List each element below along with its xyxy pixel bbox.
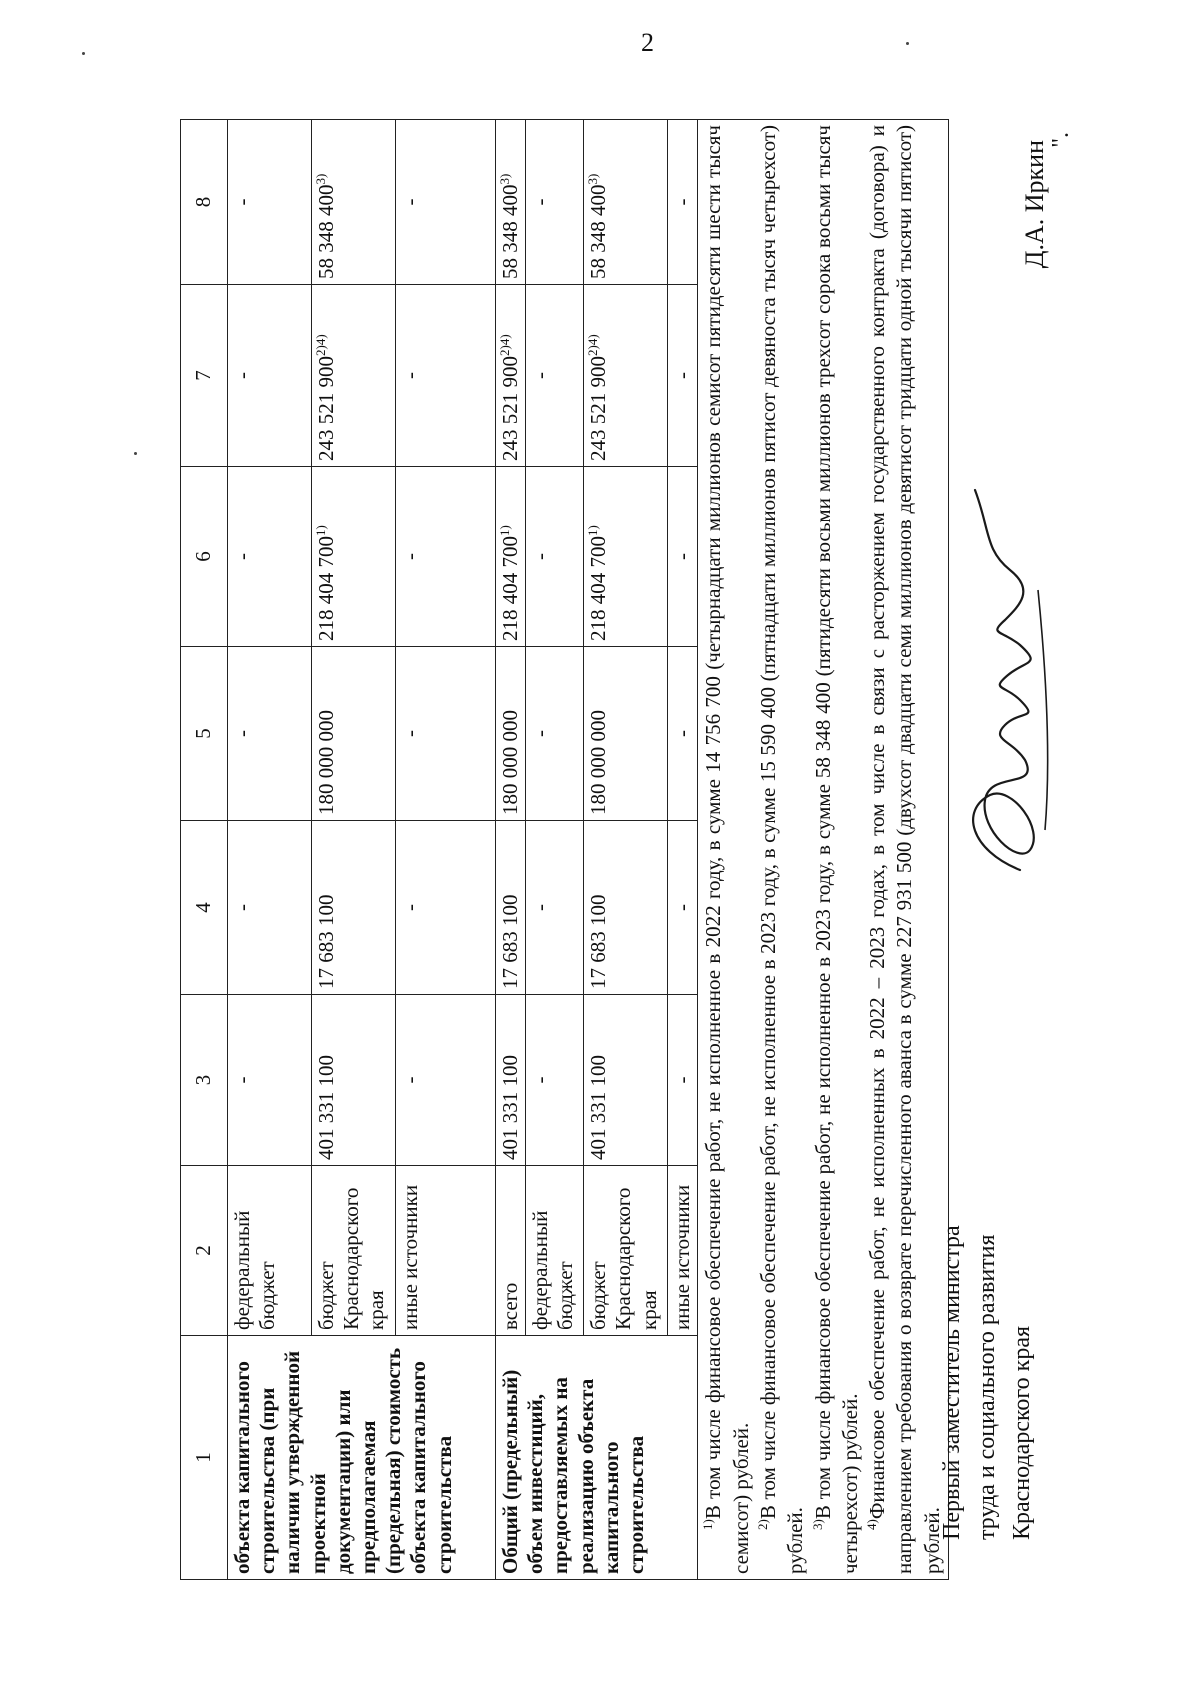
value-cell: 401 331 100 xyxy=(584,995,668,1166)
value-cell: 58 348 400$^{3)}$ xyxy=(584,120,668,285)
value-cell: - xyxy=(668,647,698,821)
signer-name: Д.А. Иркин xyxy=(1020,140,1049,269)
value-cell: - xyxy=(526,647,584,821)
value-cell: 243 521 $900^{2)4)}$ xyxy=(496,285,526,467)
value-cell: - xyxy=(526,285,584,467)
value-cell: - xyxy=(228,467,312,647)
footnote: $^{4)}$Финансовое обеспечение работ, не исполненных в 2022 – 2023 годах, в том числе в связи с расторжением государственного контракта (договора) и направлением требования о возврате перечисленного аванса в сумме 227 931 500 (двухсот двадцати семи миллионов девятисот тридцати одной тысячи пятисот) рублей. xyxy=(864,125,944,1574)
signatory-position xyxy=(935,1225,1039,1540)
column-header: 5 xyxy=(181,647,228,821)
value-cell: - xyxy=(526,821,584,995)
value-cell: - xyxy=(396,467,496,647)
footnote: $^{3)}$В том числе финансовое обеспечение работ, не исполненное в 2023 году, в сумме 58 348 400 (пятидесяти восьми миллионов трехсот сорока восьми тысяч четырехсот) рублей. xyxy=(809,125,862,1574)
source-cell: всего xyxy=(496,1166,526,1336)
value-cell: 58 348 400$^{3)}$ xyxy=(496,120,526,285)
value-cell: - xyxy=(396,285,496,467)
page-number: 2 xyxy=(641,28,654,57)
column-header: 1 xyxy=(181,1336,228,1580)
column-header: 7 xyxy=(181,285,228,467)
value-cell: 180 000 000 xyxy=(496,647,526,821)
scan-speck xyxy=(82,52,85,55)
value-cell: - xyxy=(396,995,496,1166)
source-cell: иные источники xyxy=(396,1166,496,1336)
footnotes-cell xyxy=(698,120,949,1580)
source-cell: бюджет Краснодарского края xyxy=(312,1166,396,1336)
row-group-name: объекта капитального строительства (при наличии утвержденной проектной документации) или предполагаемая (предельная) стоимость объекта капитального строительства xyxy=(228,1336,496,1580)
value-cell: - xyxy=(526,467,584,647)
value-cell: 218 404 700$^{1)}$ xyxy=(312,467,396,647)
value-cell: - xyxy=(228,995,312,1166)
closing-quote: ". xyxy=(1048,132,1074,148)
value-cell: - xyxy=(526,995,584,1166)
value-cell: 218 404 700$^{1)}$ xyxy=(584,467,668,647)
value-cell: 180 000 000 xyxy=(312,647,396,821)
value-cell: - xyxy=(526,120,584,285)
value-cell: - xyxy=(228,120,312,285)
rotated-landscape-content xyxy=(180,120,1074,1580)
value-cell: 401 331 100 xyxy=(312,995,396,1166)
value-cell: - xyxy=(396,821,496,995)
value-cell: 243 521 $900^{2)4)}$ xyxy=(584,285,668,467)
value-cell: - xyxy=(668,467,698,647)
value-cell: 401 331 100 xyxy=(496,995,526,1166)
value-cell: - xyxy=(228,821,312,995)
value-cell: 17 683 100 xyxy=(496,821,526,995)
value-cell: - xyxy=(228,285,312,467)
footnotes-row xyxy=(698,120,949,1580)
column-header: 6 xyxy=(181,467,228,647)
value-cell: - xyxy=(228,647,312,821)
source-cell: бюджет Краснодарского края xyxy=(584,1166,668,1336)
column-header: 3 xyxy=(181,995,228,1166)
scan-speck xyxy=(906,42,909,45)
scan-speck xyxy=(134,452,137,455)
table-row xyxy=(496,120,526,1580)
header-row xyxy=(181,120,228,1580)
value-cell: - xyxy=(668,995,698,1166)
position-line: Краснодарского края xyxy=(1008,1325,1035,1540)
table-row xyxy=(228,120,312,1580)
position-line: Первый заместитель министра xyxy=(939,1225,965,1540)
row-group-name: Общий (предельный) объем инвестиций, предоставляемых на реализацию объекта капитального строительства xyxy=(496,1336,698,1580)
footnote: $^{2)}$В том числе финансовое обеспечение работ, не исполненное в 2023 году, в сумме 15 590 400 (пятнадцати миллионов пятисот девяноста тысяч четырехсот) рублей. xyxy=(754,125,808,1574)
source-cell: федеральный бюджет xyxy=(228,1166,312,1336)
column-header: 8 xyxy=(181,120,228,285)
value-cell: - xyxy=(396,120,496,285)
value-cell: - xyxy=(396,647,496,821)
value-cell: 58 348 400$^{3)}$ xyxy=(312,120,396,285)
position-line: труда и социального развития xyxy=(973,1234,1000,1540)
column-header: 2 xyxy=(181,1166,228,1336)
value-cell: 17 683 100 xyxy=(312,821,396,995)
value-cell: - xyxy=(668,285,698,467)
source-cell: федеральный бюджет xyxy=(526,1166,584,1336)
value-cell: - xyxy=(668,120,698,285)
column-header: 4 xyxy=(181,821,228,995)
value-cell: 180 000 000 xyxy=(584,647,668,821)
value-cell: 243 521 $900^{2)4)}$ xyxy=(312,285,396,467)
footnote: $^{1)}$В том числе финансовое обеспечение работ, не исполненное в 2022 году, в сумме 14 756 700 (четырнадцати миллионов семисот пятидесяти шести тысяч семисот) рублей. xyxy=(700,125,753,1574)
source-cell: иные источники xyxy=(668,1166,698,1336)
value-cell: - xyxy=(668,821,698,995)
investment-table xyxy=(180,119,949,1580)
handwritten-signature xyxy=(950,470,1070,890)
value-cell: 218 404 700$^{1)}$ xyxy=(496,467,526,647)
value-cell: 17 683 100 xyxy=(584,821,668,995)
